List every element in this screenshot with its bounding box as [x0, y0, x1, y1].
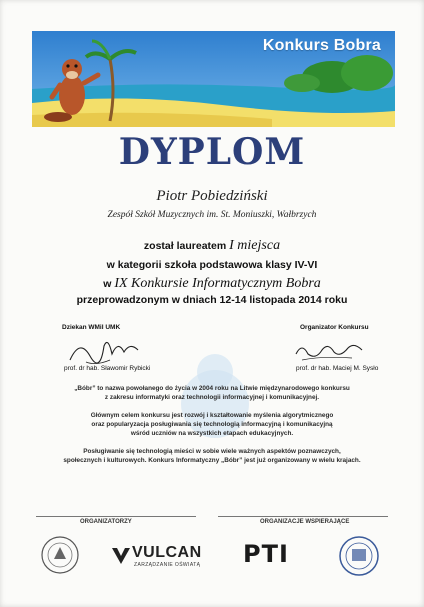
school-name: Zespół Szkół Muzycznych im. St. Moniuszki, Wałbrzych: [107, 210, 317, 220]
laureate-line: [0, 238, 424, 254]
laureate-prefix: został laureatem: [143, 240, 227, 252]
supporters-label: ORGANIZACJE WSPIERAJĄCE: [260, 519, 350, 525]
contest-name: IX Konkursie Informatycznym Bobra: [114, 276, 321, 291]
diploma-title: DYPLOM: [118, 131, 306, 173]
left-signature: [66, 332, 146, 368]
right-signatory-name: prof. dr hab. Maciej M. Sysło: [296, 365, 379, 372]
info-paragraph-1: „Bóbr” to nazwa powołanego do życia w 2004 roku na Litwie międzynarodowego konkursu z zakresu informatyki oraz technologii informacyjnej i komunikacyjnej.: [74, 385, 350, 401]
partner-seal-icon: [338, 535, 380, 577]
supporters-divider: [218, 516, 388, 517]
right-signature: [292, 336, 372, 366]
contest-line: [0, 276, 424, 292]
right-signatory-role: Organizator Konkursu: [300, 324, 369, 331]
header-banner: [32, 31, 395, 127]
info-paragraph-3: Posługiwanie się technologią mieści w sobie wiele ważnych aspektów poznawczych, społecznych i kulturowych. Konkurs Informatyczny „Bóbr” jest już organizowany w wielu krajach.: [63, 448, 361, 464]
banner-title: Konkurs Bobra: [262, 37, 381, 54]
umk-seal-icon: [40, 535, 80, 575]
info-paragraph-2: Głównym celem konkursu jest rozwój i kształtowanie myślenia algorytmicznego oraz popularyzacja posługiwania się technologią informacyjną i komunikacyjną wśród uczniów na wszystkich etapach edukacyjnych.: [90, 412, 334, 437]
vulcan-name: VULCAN: [132, 544, 202, 561]
contest-prefix: w: [103, 278, 112, 290]
recipient-name: Piotr Pobiedziński: [156, 188, 268, 204]
left-signatory-name: prof. dr hab. Sławomir Rybicki: [64, 365, 151, 372]
pti-logo: PTI: [243, 540, 289, 568]
vulcan-tagline: ZARZĄDZANIE OŚWIATĄ: [134, 562, 201, 568]
dates-line: przeprowadzonym w dniach 12-14 listopada 2014 roku: [76, 294, 348, 306]
category-line: w kategorii szkoła podstawowa klasy IV-VI: [106, 259, 318, 271]
organizers-divider: [36, 516, 196, 517]
left-signatory-role: Dziekan WMiI UMK: [62, 324, 121, 331]
organizers-label: ORGANIZATORZY: [80, 519, 132, 525]
vulcan-logo-icon: [110, 544, 132, 566]
place-text: I miejsca: [229, 238, 281, 253]
